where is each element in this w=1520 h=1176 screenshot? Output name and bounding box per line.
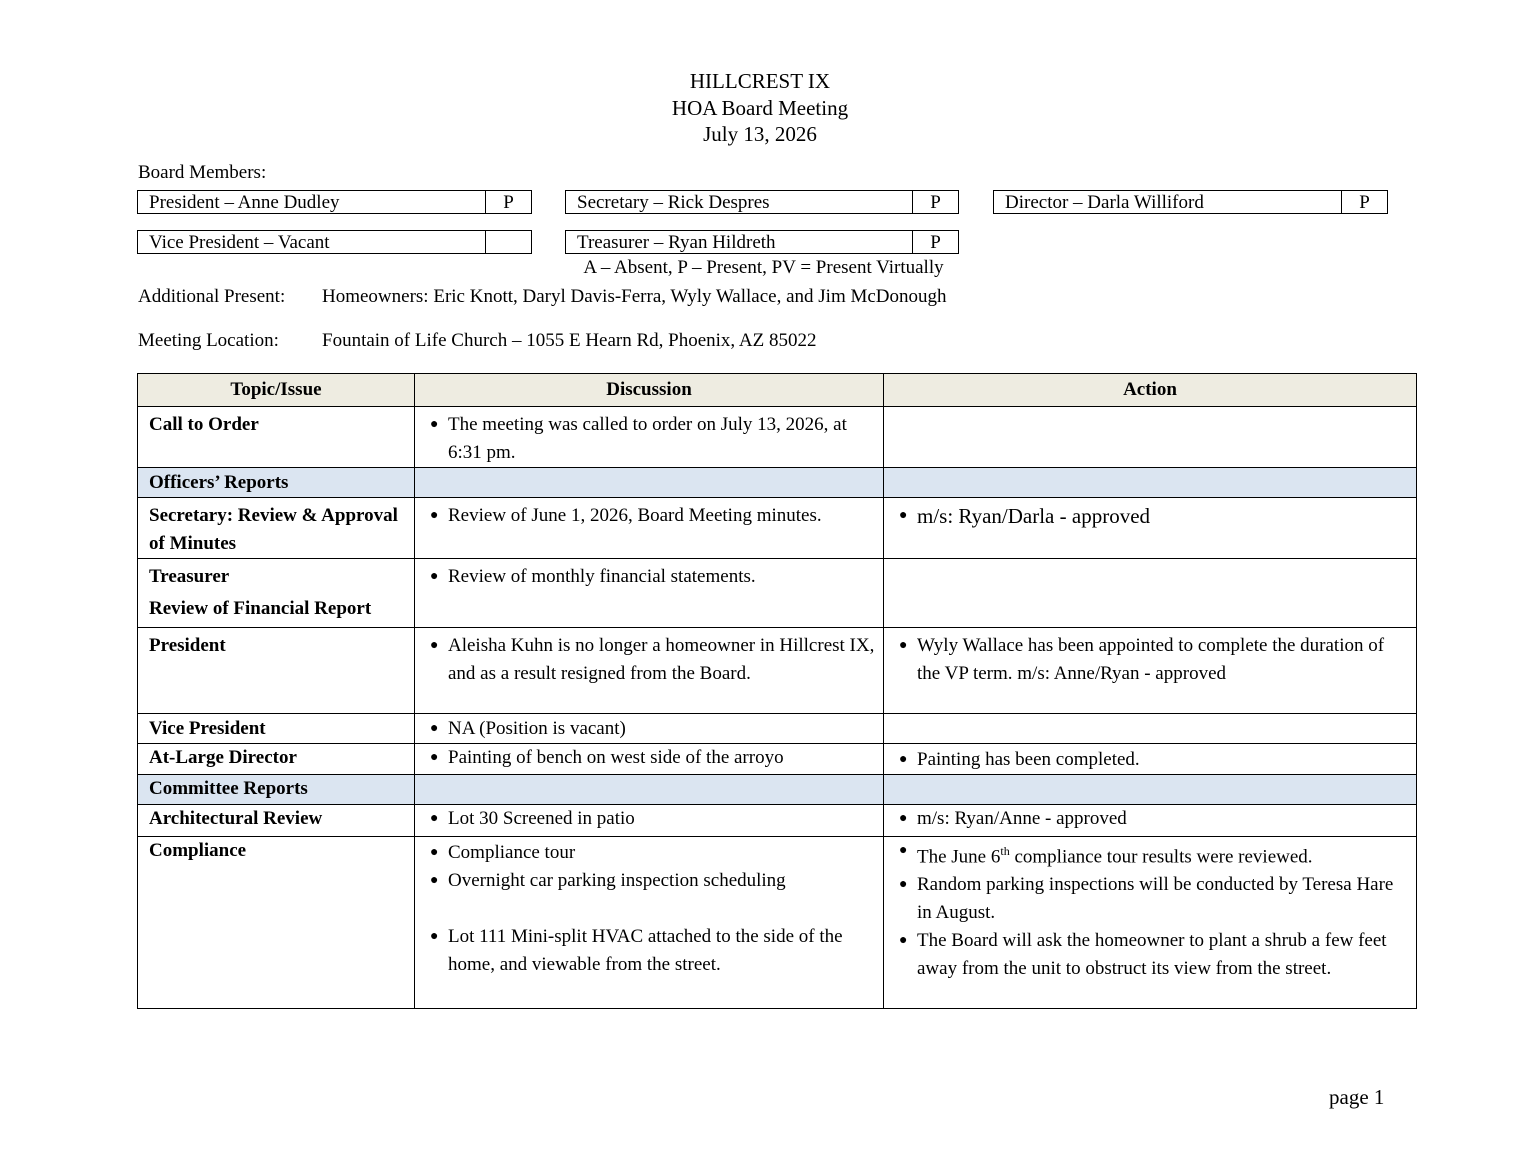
topic-cell: Call to Order [138,407,415,468]
action-cell [884,498,1417,559]
discussion-cell [415,744,884,775]
discussion-cell [415,628,884,714]
topic-cell: President [138,628,415,714]
section-empty-cell [415,468,884,498]
member-box-director [993,190,1388,214]
member-status: P [1359,192,1370,213]
additional-present-row [138,286,947,308]
list-item: ● Compliance tour [430,839,875,867]
discussion-cell [415,837,884,1009]
member-status: P [930,232,941,253]
meeting-date: July 13, 2026 [703,122,817,146]
topic-cell: Vice President [138,714,415,744]
board-members-label: Board Members: [138,162,267,183]
member-name: President – Anne Dudley [138,191,486,213]
list-item: ● Painting has been completed. [899,746,1408,774]
topic-cell: Secretary: Review & Approval of Minutes [138,498,415,559]
meeting-location-row [138,330,816,352]
list-item: ● Overnight car parking inspection scheduling [430,867,875,895]
ordinal-suffix: th [1000,844,1010,858]
discussion-cell [415,714,884,744]
table-row-compliance [138,837,1417,1009]
section-empty-cell [884,468,1417,498]
action-cell [884,407,1417,468]
member-box-president [137,190,532,214]
member-name: Secretary – Rick Despres [566,191,913,213]
list-item: ● Lot 111 Mini-split HVAC attached to the side of the home, and viewable from the street. [430,923,875,979]
action-cell [884,805,1417,837]
list-item: ● Painting of bench on west side of the arroyo [430,744,875,772]
topic-line: Treasurer [149,566,230,587]
member-name: Director – Darla Williford [994,191,1342,213]
list-spacer [430,895,875,923]
list-item: ● Random parking inspections will be conducted by Teresa Hare in August. [899,871,1408,927]
section-row-committee-reports [138,775,1417,805]
table-row-architectural-review [138,805,1417,837]
list-item-text: compliance tour results were reviewed. [1009,846,1313,868]
meeting-title: HOA Board Meeting [671,95,849,120]
table-header-row [138,374,1417,407]
section-title: Officers’ Reports [138,468,415,498]
member-name: Treasurer – Ryan Hildreth [566,231,913,253]
section-empty-cell [884,775,1417,805]
member-name: Vice President – Vacant [138,231,486,253]
list-item: ● Wyly Wallace has been appointed to complete the duration of the VP term. m/s: Anne/Ryan - approved [899,632,1408,688]
additional-present-label: Additional Present: [138,286,286,307]
document-header [0,68,1520,148]
list-item: ● NA (Position is vacant) [430,715,875,743]
section-title: Committee Reports [138,775,415,805]
topic-line: Review of Financial Report [149,598,372,619]
header-topic: Topic/Issue [138,374,415,407]
action-cell [884,714,1417,744]
discussion-cell [415,407,884,468]
member-box-treasurer [565,230,959,254]
topic-cell: At-Large Director [138,744,415,775]
topic-cell: Architectural Review [138,805,415,837]
additional-present-value: Homeowners: Eric Knott, Daryl Davis-Ferra, Wyly Wallace, and Jim McDonough [322,286,947,307]
discussion-cell [415,498,884,559]
action-cell [884,744,1417,775]
member-status: P [503,192,514,213]
table-row-secretary [138,498,1417,559]
meeting-location-value: Fountain of Life Church – 1055 E Hearn Rd, Phoenix, AZ 85022 [322,330,817,351]
header-discussion: Discussion [415,374,884,407]
discussion-cell [415,559,884,628]
list-item: ● m/s: Ryan/Anne - approved [899,805,1408,833]
member-status [486,231,531,253]
list-item: ● The meeting was called to order on July 13, 2026, at 6:31 pm. [430,411,875,467]
meeting-location-label: Meeting Location: [138,330,279,351]
section-empty-cell [415,775,884,805]
list-item: ● Review of monthly financial statements. [430,563,875,591]
list-item: ● Review of June 1, 2026, Board Meeting minutes. [430,502,875,530]
attendance-legend: A – Absent, P – Present, PV = Present Virtually [583,257,944,278]
page-number: page 1 [1329,1085,1385,1109]
list-item [899,837,1408,871]
table-row-call-to-order [138,407,1417,468]
action-cell [884,559,1417,628]
header-action: Action [884,374,1417,407]
table-row-president [138,628,1417,714]
action-cell [884,837,1417,1009]
discussion-cell [415,805,884,837]
list-item: ● Lot 30 Screened in patio [430,805,875,833]
table-row-vice-president [138,714,1417,744]
list-item: ● Aleisha Kuhn is no longer a homeowner in Hillcrest IX, and as a result resigned from the Board. [430,632,875,688]
member-box-secretary [565,190,959,214]
table-row-treasurer [138,559,1417,628]
section-row-officers-reports [138,468,1417,498]
list-item: ● The Board will ask the homeowner to plant a shrub a few feet away from the unit to obstruct its view from the street. [899,927,1408,983]
action-cell [884,628,1417,714]
minutes-table [137,373,1417,1009]
table-row-at-large-director [138,744,1417,775]
member-box-vice-president [137,230,532,254]
list-item-text: The June 6 [917,846,1001,868]
association-name: HILLCREST IX [689,69,831,93]
list-item: ● m/s: Ryan/Darla - approved [899,502,1408,530]
member-status: P [930,192,941,213]
topic-cell: Compliance [138,837,415,1009]
topic-cell [138,559,415,628]
